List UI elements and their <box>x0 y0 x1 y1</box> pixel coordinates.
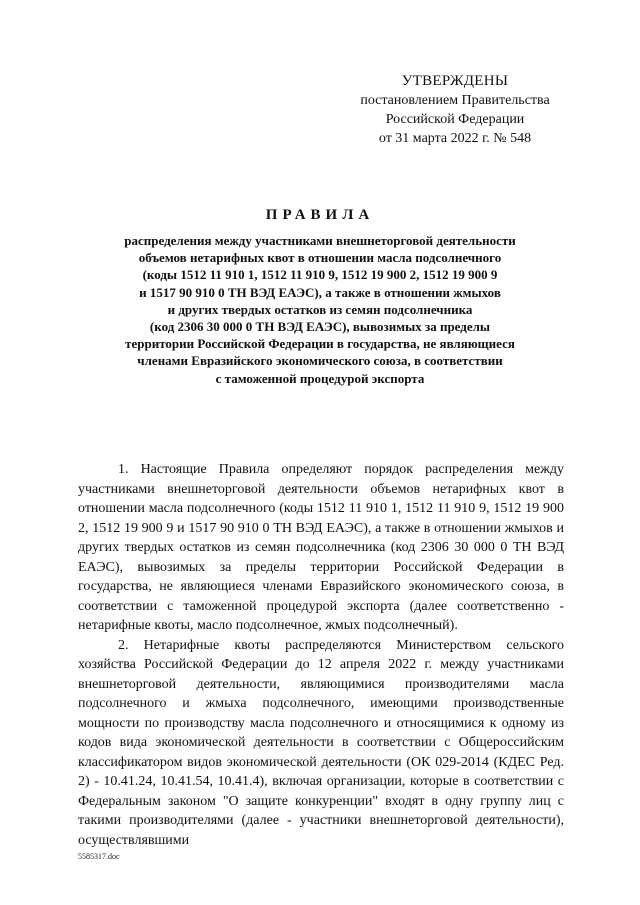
approval-block <box>300 72 610 148</box>
approval-line-3: от 31 марта 2022 г. № 548 <box>378 131 532 146</box>
document-file-code: 5585317.doc <box>78 852 120 861</box>
subtitle-line: с таможенной процедурой экспорта <box>215 370 425 386</box>
approval-heading: УТВЕРЖДЕНЫ <box>401 73 509 89</box>
paragraph-1: 1. Настоящие Правила определяют порядок распределения между участниками внешнеторговой деятельности объемов нетарифных квот в отношении масла подсолнечного (коды 1512 11 910 1, 1512 11 910 9, 1512 19 900 2, 1512 19 900 9 и 1517 90 910 0 ТН ВЭД ЕАЭС), а также в отношении жмыхов и других твердых остатков из семян подсолнечника (код 2306 30 000 0 ТН ВЭД ЕАЭС), вывозимых за пределы территории Российской Федерации в государства, не являющиеся членами Евразийского экономического союза, в соответствии с таможенной процедурой экспорта (далее соответственно - нетарифные квоты, масло подсолнечное, жмых подсолнечный). <box>78 462 564 633</box>
document-body <box>78 460 564 850</box>
subtitle-line: распределения между участниками внешнеторговой деятельности <box>124 233 516 248</box>
subtitle-line: территории Российской Федерации в государства, не являющиеся <box>125 336 515 352</box>
document-title: ПРАВИЛА <box>265 207 375 223</box>
approval-line-2: Российской Федерации <box>385 112 525 127</box>
subtitle-line: (код 2306 30 000 0 ТН ВЭД ЕАЭС), вывозимых за пределы <box>149 319 491 335</box>
subtitle-line: объемов нетарифных квот в отношении масла подсолнечного <box>138 250 502 266</box>
document-subtitle <box>70 232 570 387</box>
approval-line-1: постановлением Правительства <box>360 93 550 108</box>
subtitle-line: и 1517 90 910 0 ТН ВЭД ЕАЭС), а также в отношении жмыхов <box>139 284 501 300</box>
subtitle-line: и других твердых остатков из семян подсолнечника <box>167 301 473 317</box>
subtitle-line: (коды 1512 11 910 1, 1512 11 910 9, 1512 19 900 2, 1512 19 900 9 <box>142 267 498 283</box>
subtitle-line: членами Евразийского экономического союза, в соответствии <box>137 353 503 369</box>
paragraph-2: 2. Нетарифные квоты распределяются Министерством сельского хозяйства Российской Федерации до 12 апреля 2022 г. между участниками внешнеторговой деятельности, являющимися производителями масла подсолнечного и жмыха подсолнечного, имеющими производственные мощности по производству масла подсолнечного и относящимися к одному из кодов вида экономической деятельности в соответствии с Общероссийским классификатором видов экономической деятельности (ОК 029-2014 (КДЕС Ред. 2) - 10.41.24, 10.41.54, 10.41.4), включая организации, которые в соответствии с Федеральным законом "О защите конкуренции" входят в одну группу лиц с такими производителями (далее - участники внешнеторговой деятельности), осуществлявшими <box>78 637 564 848</box>
